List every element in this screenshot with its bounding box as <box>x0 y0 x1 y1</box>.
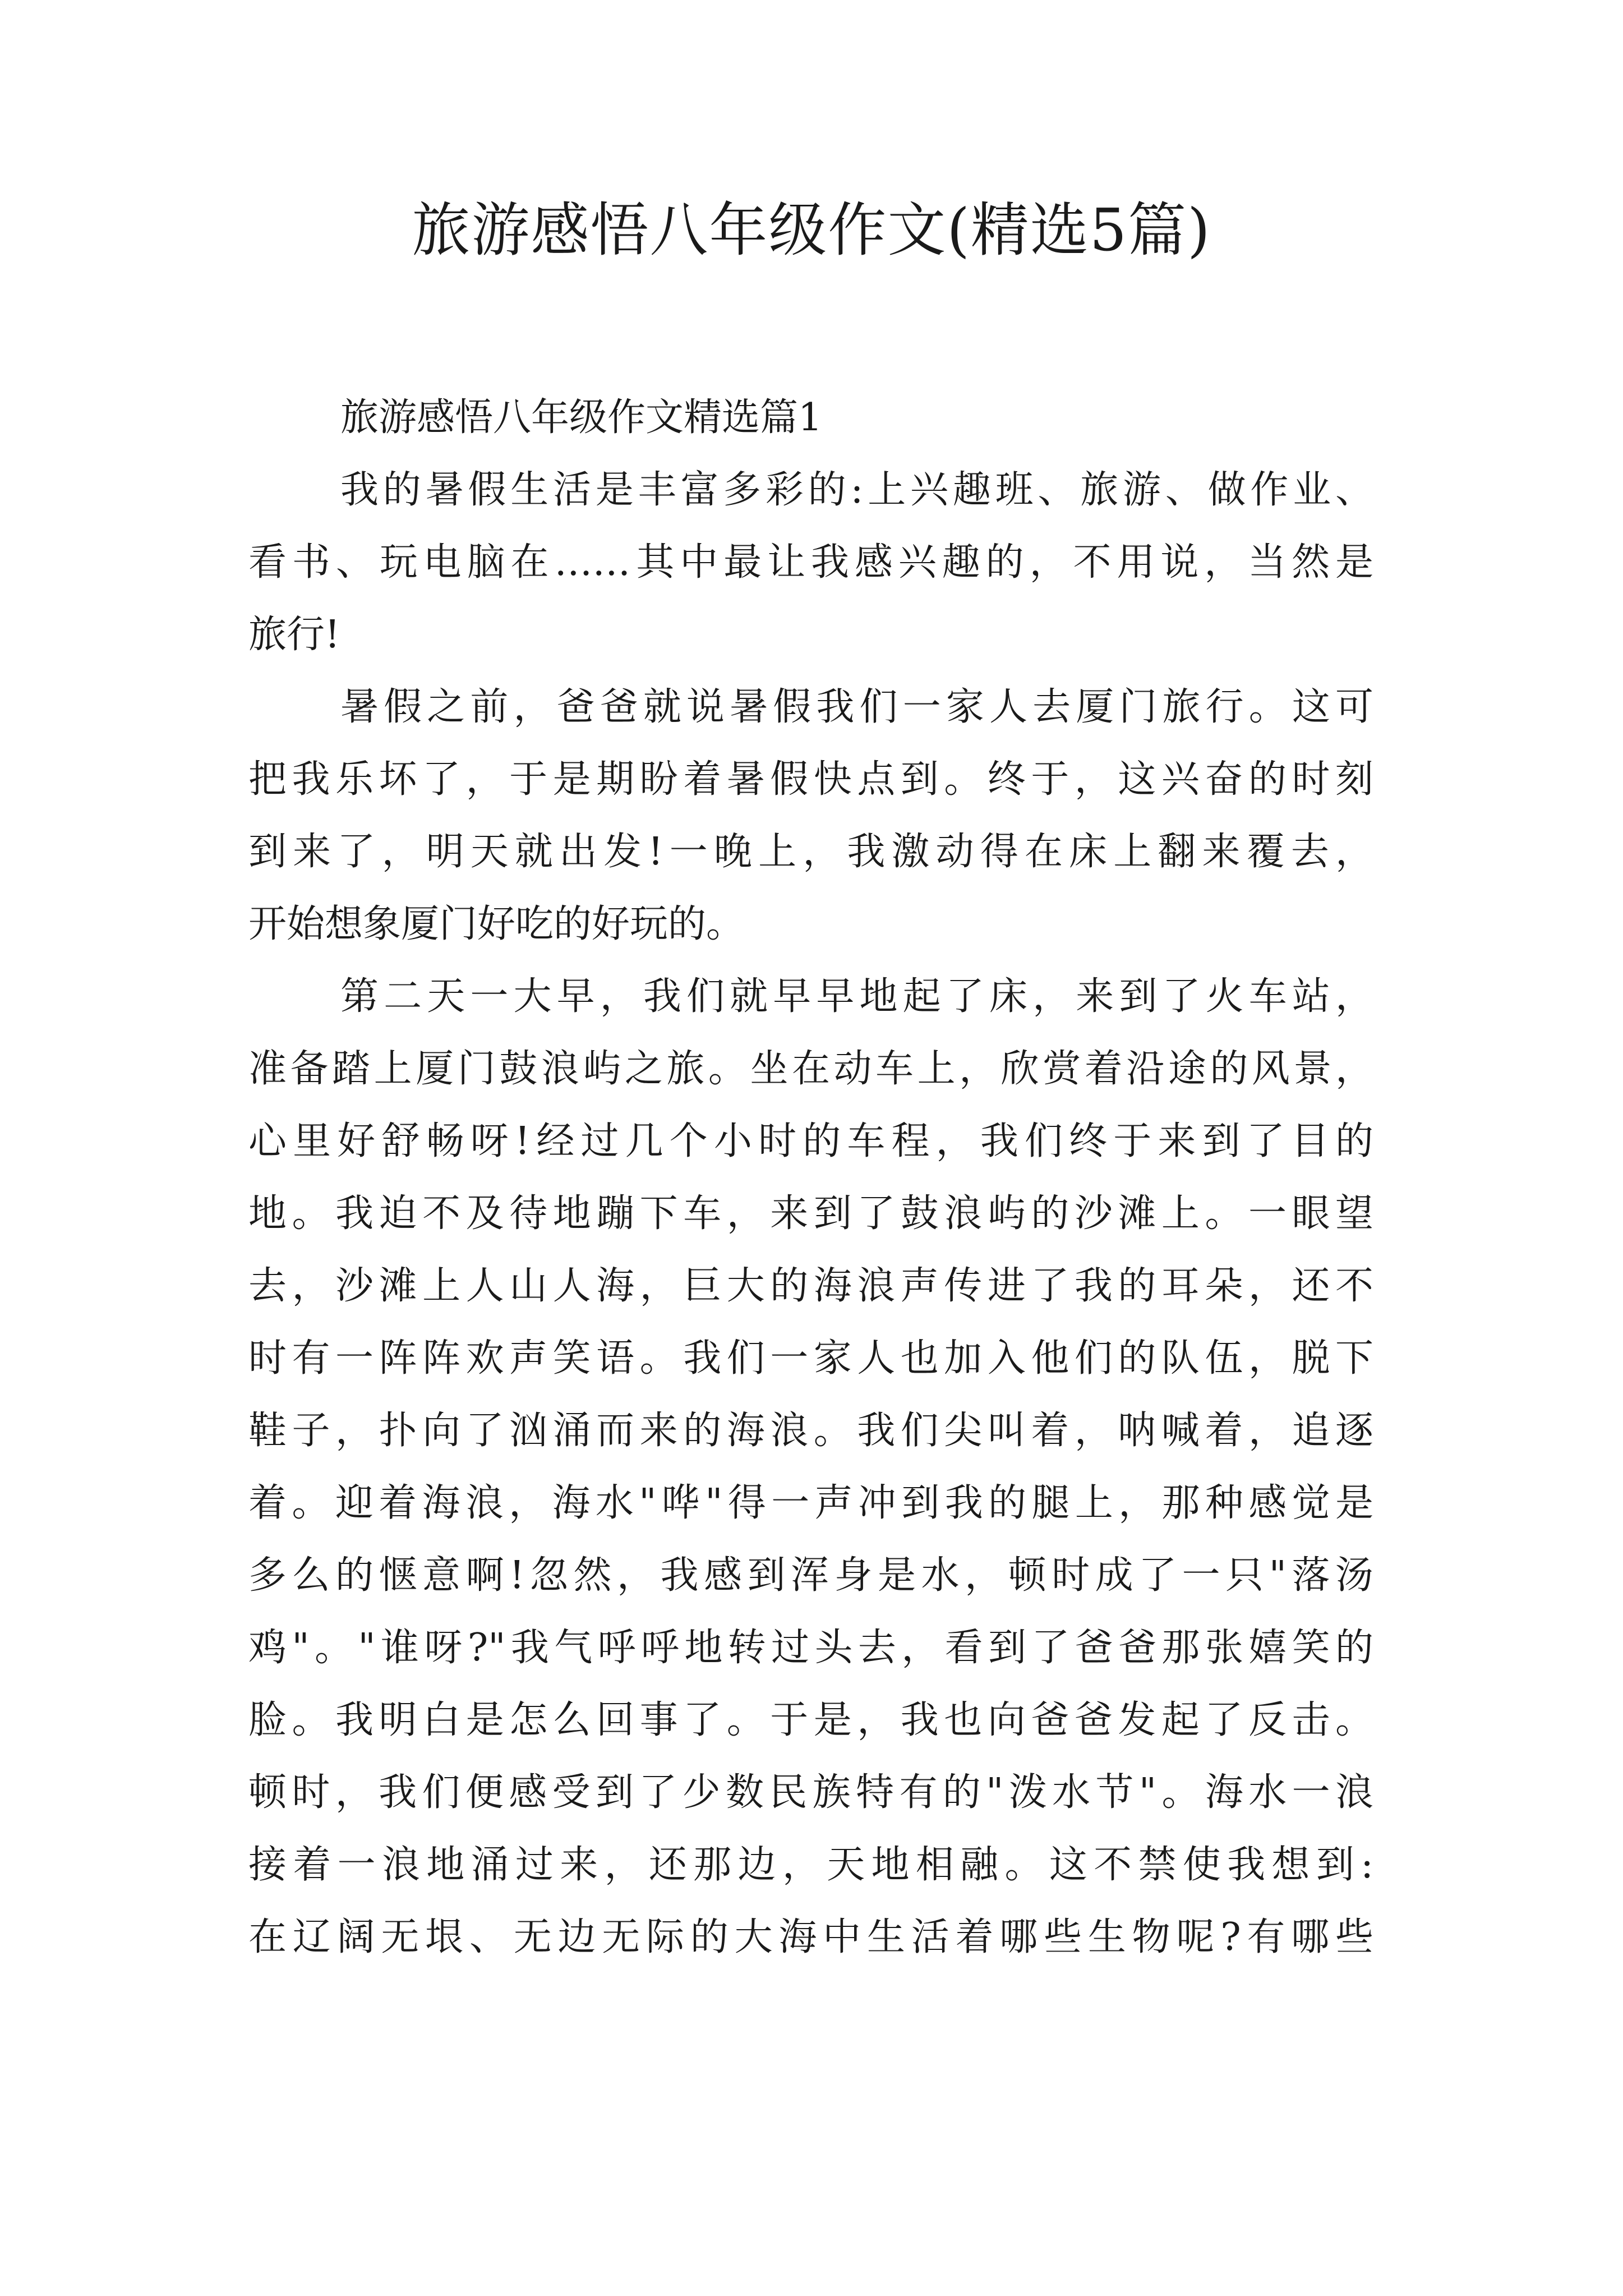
document-title: 旅游感悟八年级作文(精选5篇) <box>412 196 1211 264</box>
text-line: 开始想象厦门好吃的好玩的。 <box>248 902 745 946</box>
text-line: 鞋子，扑向了汹涌而来的海浪。我们尖叫着，呐喊着，追逐 <box>248 1409 1373 1453</box>
text-line: 着。迎着海浪，海水"哗"得一声冲到我的腿上，那种感觉是 <box>248 1481 1373 1525</box>
text-line: 顿时，我们便感受到了少数民族特有的"泼水节"。海水一浪 <box>248 1770 1373 1815</box>
text-line: 接着一浪地涌过来，还那边，天地相融。这不禁使我想到: <box>248 1843 1373 1887</box>
text-line: 脸。我明白是怎么回事了。于是，我也向爸爸发起了反击。 <box>248 1698 1373 1742</box>
text-line: 旅行! <box>248 613 340 657</box>
text-line: 准备踏上厦门鼓浪屿之旅。坐在动车上，欣赏着沿途的风景， <box>248 1047 1373 1091</box>
text-line: 时有一阵阵欢声笑语。我们一家人也加入他们的队伍，脱下 <box>248 1336 1373 1381</box>
text-line: 第二天一大早，我们就早早地起了床，来到了火车站， <box>340 974 1373 1019</box>
text-line: 心里好舒畅呀!经过几个小时的车程，我们终于来到了目的 <box>248 1119 1373 1163</box>
text-line: 我的暑假生活是丰富多彩的:上兴趣班、旅游、做作业、 <box>340 468 1373 512</box>
text-line: 去，沙滩上人山人海，巨大的海浪声传进了我的耳朵，还不 <box>248 1264 1373 1308</box>
text-line: 鸡"。"谁呀?"我气呼呼地转过头去，看到了爸爸那张嬉笑的 <box>248 1626 1373 1670</box>
text-line: 地。我迫不及待地蹦下车，来到了鼓浪屿的沙滩上。一眼望 <box>248 1191 1373 1236</box>
text-line: 暑假之前，爸爸就说暑假我们一家人去厦门旅行。这可 <box>340 685 1373 729</box>
section-heading: 旅游感悟八年级作文精选篇1 <box>340 395 823 440</box>
text-line: 看书、玩电脑在……其中最让我感兴趣的，不用说，当然是 <box>248 540 1373 585</box>
text-line: 把我乐坏了，于是期盼着暑假快点到。终于，这兴奋的时刻 <box>248 757 1373 802</box>
text-line: 在辽阔无垠、无边无际的大海中生活着哪些生物呢?有哪些 <box>248 1915 1373 1959</box>
text-line: 多么的惬意啊!忽然，我感到浑身是水，顿时成了一只"落汤 <box>248 1553 1373 1598</box>
text-line: 到来了，明天就出发!一晚上，我激动得在床上翻来覆去， <box>248 830 1373 874</box>
